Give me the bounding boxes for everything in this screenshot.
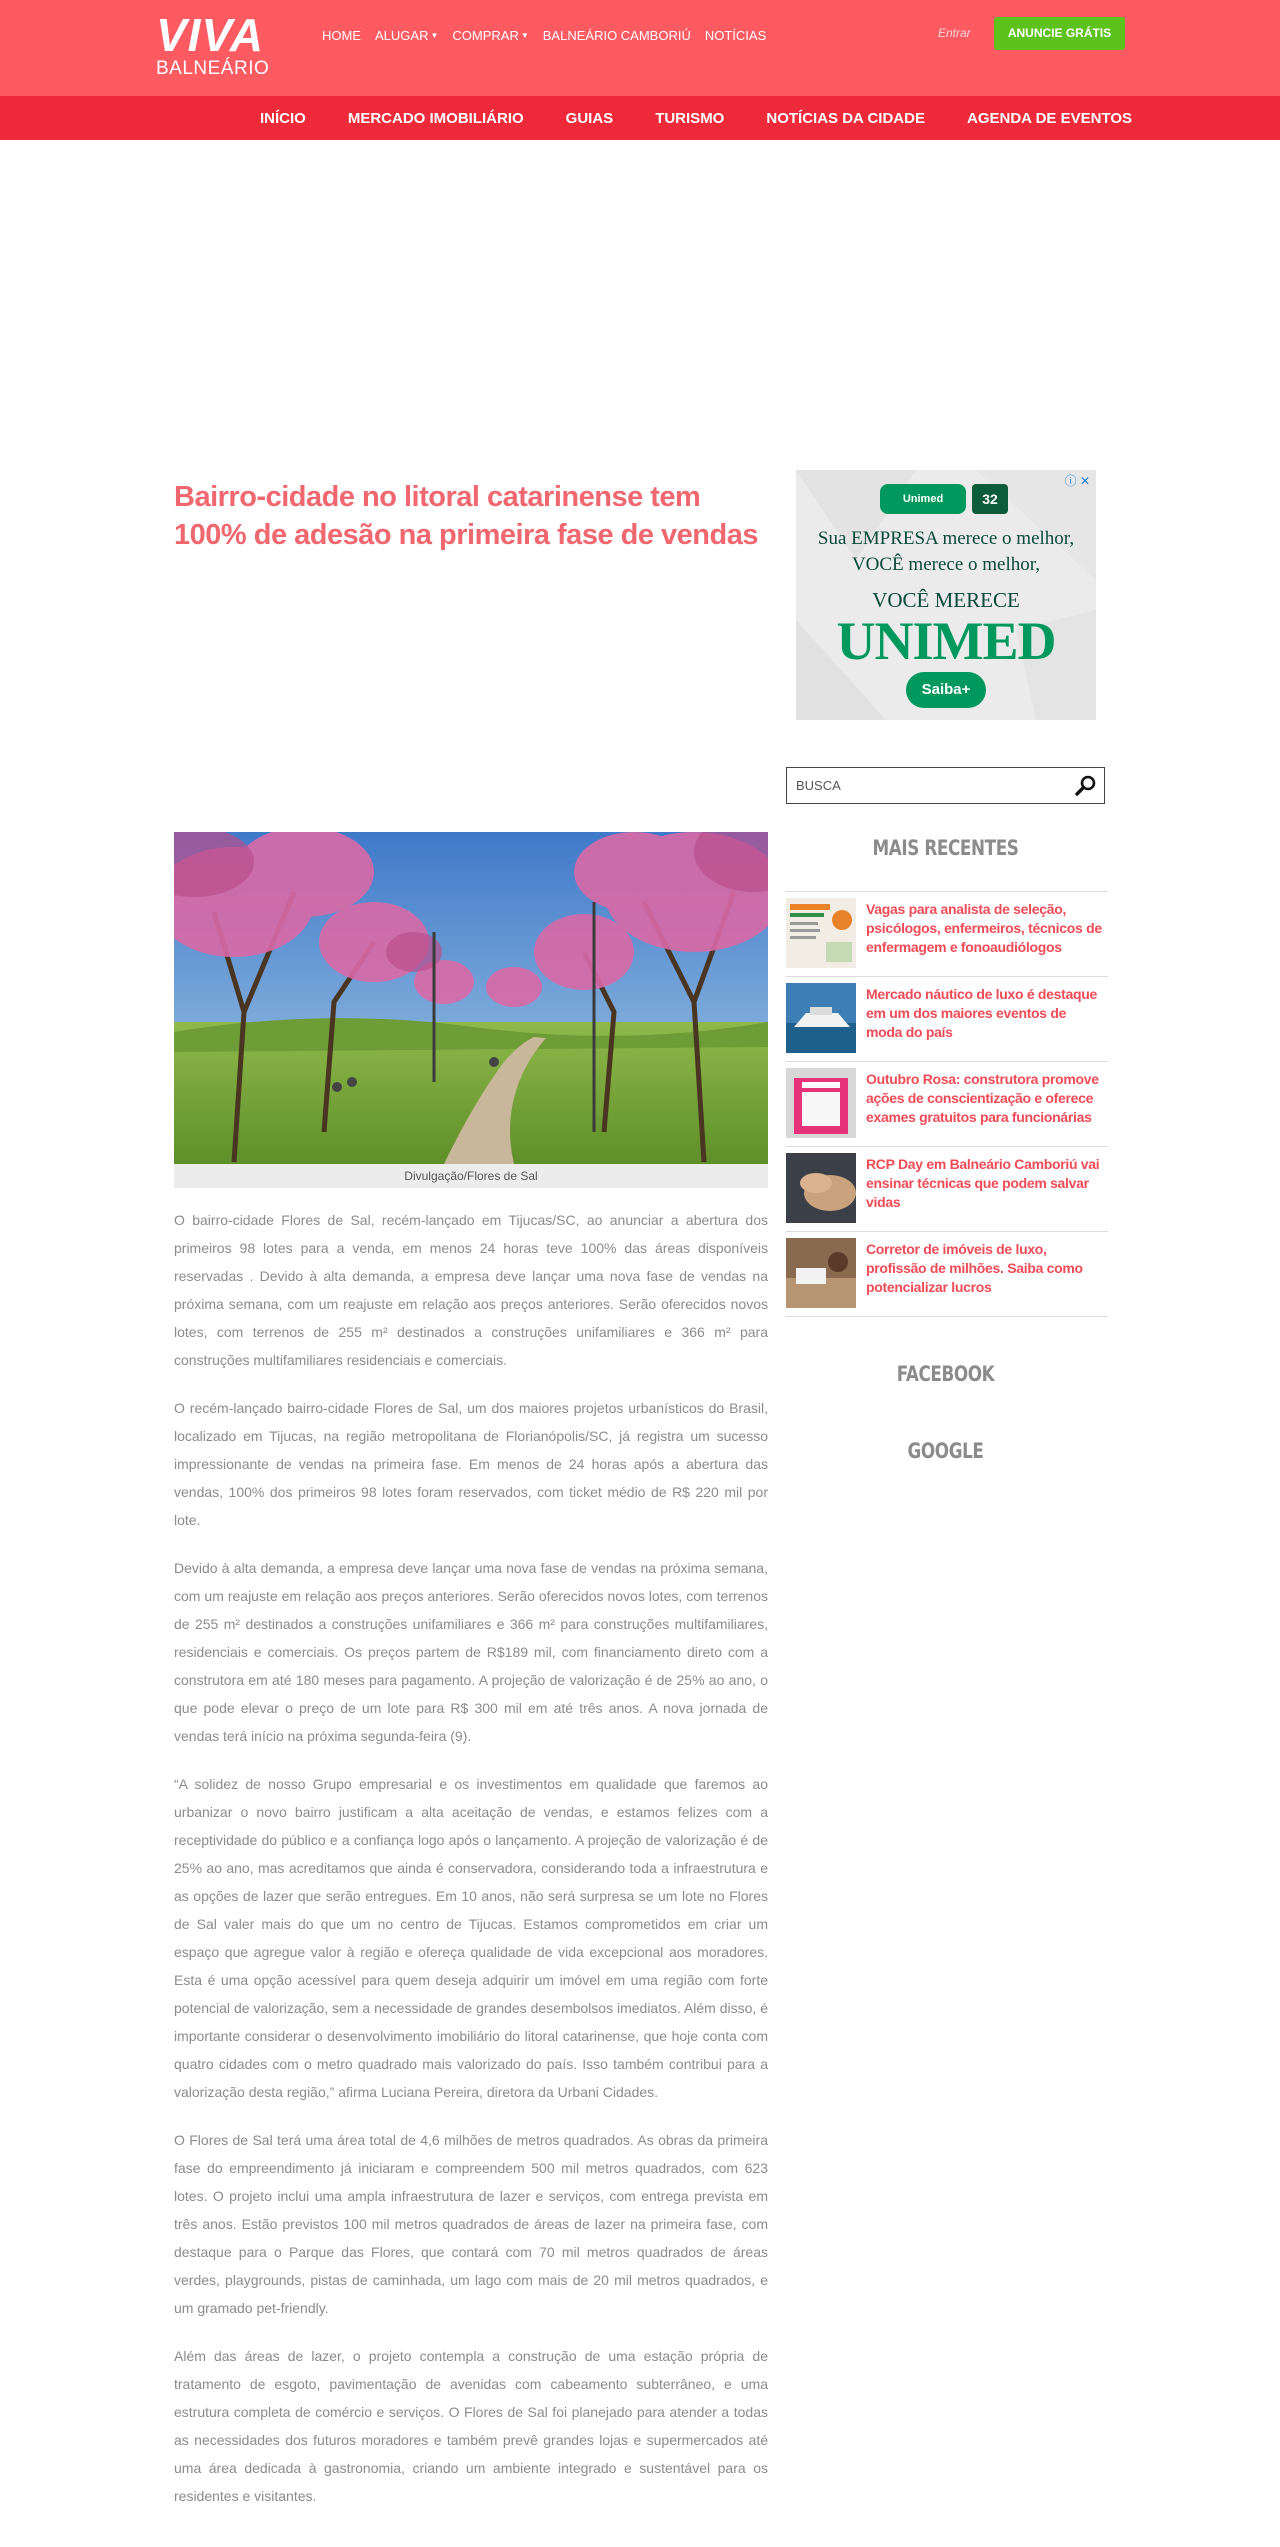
top-nav-noticias[interactable]: NOTÍCIAS [704,28,767,43]
top-header [0,0,1280,96]
top-nav-home[interactable]: HOME [322,28,361,43]
photo-caption: Divulgação/Flores de Sal [404,1169,538,1183]
recent-post-thumbnail [786,1238,856,1308]
caret-down-icon: ▼ [520,31,529,40]
article-body [174,1206,768,2530]
recent-post-title: Corretor de imóveis de luxo, profissão de milhões. Saiba como potencializar lucros [866,1241,1083,1295]
article-paragraph: O bairro-cidade Flores de Sal, recém-lançado em Tijucas/SC, ao anunciar a abertura dos primeiros 98 lotes para a venda, em menos 24 horas teve 100% das áreas disponíveis reservadas . Devido à alta demanda, a empresa deve lançar uma nova fase de vendas na próxima semana, com um reajuste em relação aos preços anteriores. Serão oferecidos novos lotes, com terrenos de 255 m² destinados a construções unifamiliares e 366 m² para construções multifamiliares residenciais e comerciais. [174,1212,768,1368]
caret-down-icon: ▼ [430,31,439,40]
article-title: Bairro-cidade no litoral catarinense tem 100% de adesão na primeira fase de vendas [174,481,758,551]
main-nav-mercado[interactable]: MERCADO IMOBILIÁRIO [347,109,524,127]
recent-post-title: RCP Day em Balneário Camboriú vai ensinar técnicas que podem salvar vidas [866,1156,1100,1210]
recent-post-thumbnail [786,1153,856,1223]
recent-post-item[interactable] [786,1232,1108,1317]
ad-logo: Unimed [880,484,966,514]
recent-post-thumbnail [786,898,856,968]
ad-years-badge: 32 [972,484,1008,514]
main-nav-agenda[interactable]: AGENDA DE EVENTOS [966,109,1133,127]
article-photo [174,832,768,1164]
article-paragraph: O recém-lançado bairro-cidade Flores de Sal, um dos maiores projetos urbanísticos do Brasil, localizado em Tijucas, na região metropolitana de Florianópolis/SC, já registra um sucesso impressionante de vendas na primeira fase. Em menos de 24 horas após a abertura das vendas, 100% dos primeiros 98 lotes foram reservados, com ticket médio de R$ 220 mil por lote. [174,1400,768,1528]
top-nav-comprar[interactable] [452,28,528,43]
top-nav-alugar[interactable] [375,28,438,43]
site-logo[interactable] [156,9,274,84]
main-nav-inicio[interactable]: INÍCIO [260,109,306,127]
ad-line-1: Sua EMPRESA merece o melhor, [817,528,1075,549]
article-paragraph: Devido à alta demanda, a empresa deve lançar uma nova fase de vendas na próxima semana, com um reajuste em relação aos preços anteriores. Serão oferecidos novos lotes, com terrenos de 255 m² destinados a construções unifamiliares e 366 m² para construções multifamiliares, residenciais e comerciais. Os preços partem de R$189 mil, com financiamento direto com a construtora em até 180 meses para pagamento. A projeção de valorização é de 25% ao ano, o que pode elevar o preço de um lote para R$ 300 mil em até três anos. A nova jornada de vendas terá início na próxima segunda-feira (9). [174,1560,768,1744]
top-nav-balneario[interactable]: BALNEÁRIO CAMBORIÚ [542,28,691,43]
search-icon[interactable] [1074,774,1098,798]
article-paragraph: Além das áreas de lazer, o projeto contempla a construção de uma estação própria de tratamento de esgoto, pavimentação de avenidas com cabeamento subterrâneo, e uma estrutura completa de comércio e serviços. O Flores de Sal foi planejado para atender a todas as necessidades dos futuros moradores e também prevê grandes lojas e supermercados até uma área dedicada à gastronomia, criando um ambiente integrado e sustentável para os residentes e visitantes. [174,2348,768,2504]
search-input[interactable] [787,768,1067,803]
facebook-heading: FACEBOOK [896,1362,995,1386]
recent-post-item[interactable] [786,1062,1108,1147]
recent-post-title: Vagas para analista de seleção, psicólogos, enfermeiros, técnicos de enfermagem e fonoaudiólogos [866,901,1102,955]
logo-main-text: VIVA [156,9,264,61]
google-heading: GOOGLE [907,1439,984,1463]
advertisement-banner[interactable] [796,470,1096,720]
recent-post-item[interactable] [786,892,1108,977]
article-paragraph: O Flores de Sal terá uma área total de 4,6 milhões de metros quadrados. As obras da primeira fase do empreendimento já iniciaram e compreendem 500 mil metros quadrados, com 623 lotes. O projeto inclui uma ampla infraestrutura de lazer e serviços, com entrega prevista em três anos. Estão previstos 100 mil metros quadrados de áreas de lazer na primeira fase, com destaque para o Parque das Flores, que contará com 70 mil metros quadrados de áreas verdes, playgrounds, pistas de caminhada, um lago com mais de 20 mil metros quadrados, e um gramado pet-friendly. [174,2132,768,2316]
recent-posts-list [786,891,1108,1317]
top-nav-comprar-label: COMPRAR [452,28,519,43]
ad-more-button[interactable]: Saiba+ [906,672,986,708]
article-figure [174,832,768,1188]
advertise-button[interactable]: ANUNCIE GRÁTIS [994,17,1125,50]
recent-post-item[interactable] [786,977,1108,1062]
search-box [786,767,1105,804]
recent-post-thumbnail [786,983,856,1053]
main-nav-guias[interactable]: GUIAS [565,109,614,127]
ad-brand: UNIMED [836,611,1056,671]
top-nav [322,28,780,43]
recent-post-item[interactable] [786,1147,1108,1232]
logo-sub-text: BALNEÁRIO [156,58,270,79]
article-paragraph: “A solidez de nosso Grupo empresarial e os investimentos em qualidade que faremos ao urbanizar o novo bairro justificam a alta aceitação de vendas, e estamos felizes com a receptividade do público e a confiança logo após o lançamento. A projeção de valorização é de 25% ao ano, mas acreditamos que ainda é conservadora, considerando toda a infraestrutura e as opções de lazer que serão entregues. Em 10 anos, não será surpresa se um lote no Flores de Sal valer mais do que um no centro de Tijucas. Estamos comprometidos em criar um espaço que agregue valor à região e ofereça qualidade de vida excepcional aos moradores. Esta é uma opção acessível para quem deseja adquirir um imóvel em uma região com forte potencial de valorização, sem a necessidade de grandes desembolsos imediatos. Além disso, é importante considerar o desenvolvimento imobiliário do litoral catarinense, que hoje conta com quatro cidades com o metro quadrado mais valorizado do país. Isso também contribui para a valorização desta região,” afirma Luciana Pereira, diretora da Urbani Cidades. [174,1776,768,2100]
main-nav-noticias-cidade[interactable]: NOTÍCIAS DA CIDADE [766,109,925,127]
ad-line-3: VOCÊ MERECE [872,588,1020,612]
top-nav-alugar-label: ALUGAR [375,28,429,43]
main-nav [0,96,1280,140]
login-link[interactable]: Entrar [938,26,971,40]
ad-line-2: VOCÊ merece o melhor, [851,554,1041,575]
ad-choices-icon[interactable]: ⓘ ✕ [1064,474,1090,488]
recent-post-title: Outubro Rosa: construtora promove ações de conscientização e oferece exames gratuitos para funcionárias [866,1071,1099,1125]
recent-post-thumbnail [786,1068,856,1138]
main-nav-turismo[interactable]: TURISMO [655,109,725,127]
recent-post-title: Mercado náutico de luxo é destaque em um dos maiores eventos de moda do país [866,986,1097,1040]
recent-posts-heading: MAIS RECENTES [872,836,1019,860]
